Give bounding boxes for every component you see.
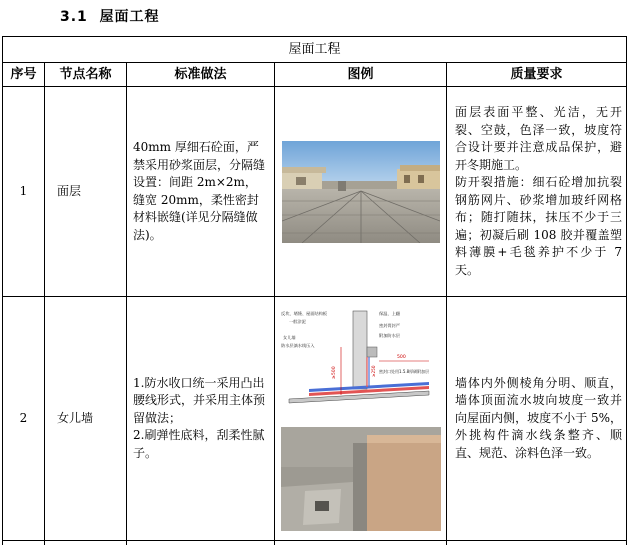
section-number: 3.1: [60, 9, 88, 25]
diagram-label: 保温、上翻: [379, 310, 401, 317]
standard-text: 40mm 厚细石砼面，严禁采用砂浆面层，分隔缝设置：间距 2m×2m，缝宽 20mm，柔性密封材料嵌缝(详见分隔缝做法)。: [133, 139, 268, 244]
row-seq: 1: [3, 87, 45, 297]
diagram-label: 密封膏封严: [379, 322, 400, 329]
header-node: 节点名称: [45, 63, 127, 87]
table-row-partial: [3, 541, 627, 545]
row-standard: [127, 87, 275, 297]
row-seq: 2: [3, 297, 45, 541]
section-title: 屋面工程: [100, 9, 160, 25]
section-heading: [60, 6, 160, 26]
diagram-label: 500: [397, 354, 406, 360]
row-node-name: 面层: [45, 87, 127, 297]
header-quality: 质量要求: [447, 63, 627, 87]
row-quality: [447, 297, 627, 541]
diagram-label: 密封口处用1.5.8厚刷附加层: [379, 368, 429, 374]
row-figure: [275, 87, 447, 297]
row-quality: [447, 87, 627, 297]
row-standard: [127, 297, 275, 541]
roof-surface-photo: [282, 141, 440, 243]
diagram-label: 一般涂泥: [289, 318, 307, 325]
table-caption: 屋面工程: [3, 37, 627, 63]
standard-text: 1.防水收口统一采用凸出腰线形式，并采用主体预留做法； 2.刷弹性底料，刮柔性腻子。: [133, 375, 268, 463]
quality-text: 墙体内外侧棱角分明、顺直，墙体顶面流水坡向坡度一致并向屋面内侧，坡度不小于 5%，外挑构件滴水线条整齐、顺直、规范、涂料色泽一致。: [455, 375, 622, 463]
parapet-detail-diagram: [279, 307, 443, 419]
row-node-name: 女儿墙: [45, 297, 127, 541]
table-row: [3, 297, 627, 541]
header-figure: 图例: [275, 63, 447, 87]
construction-standards-table: [2, 36, 627, 545]
quality-text: 面层表面平整、光洁，无开裂、空鼓，色泽一致，坡度符合设计要并注意成品保护，避开冬期施工。 防开裂措施：细石砼增加抗裂钢筋网片、砂浆增加玻纤网格布；随打随抹，抹压不少于三遍；初凝后刷 108 胶并覆盖塑料薄膜+毛毯养护不少于 7 天。: [455, 104, 622, 279]
header-seq: 序号: [3, 63, 45, 87]
diagram-label: 防水层滴水线压入: [281, 342, 315, 349]
diagram-label: 附加防水层: [379, 332, 401, 339]
row-figure: [275, 297, 447, 541]
header-standard: 标准做法: [127, 63, 275, 87]
diagram-label: 反坎、堵缝、屋面结构板: [281, 310, 328, 317]
diagram-label: ≥250: [371, 365, 376, 377]
diagram-label: 女儿墙: [283, 334, 296, 341]
table-row: [3, 87, 627, 297]
parapet-photo: [281, 427, 441, 531]
diagram-label: ≥500: [331, 366, 337, 379]
